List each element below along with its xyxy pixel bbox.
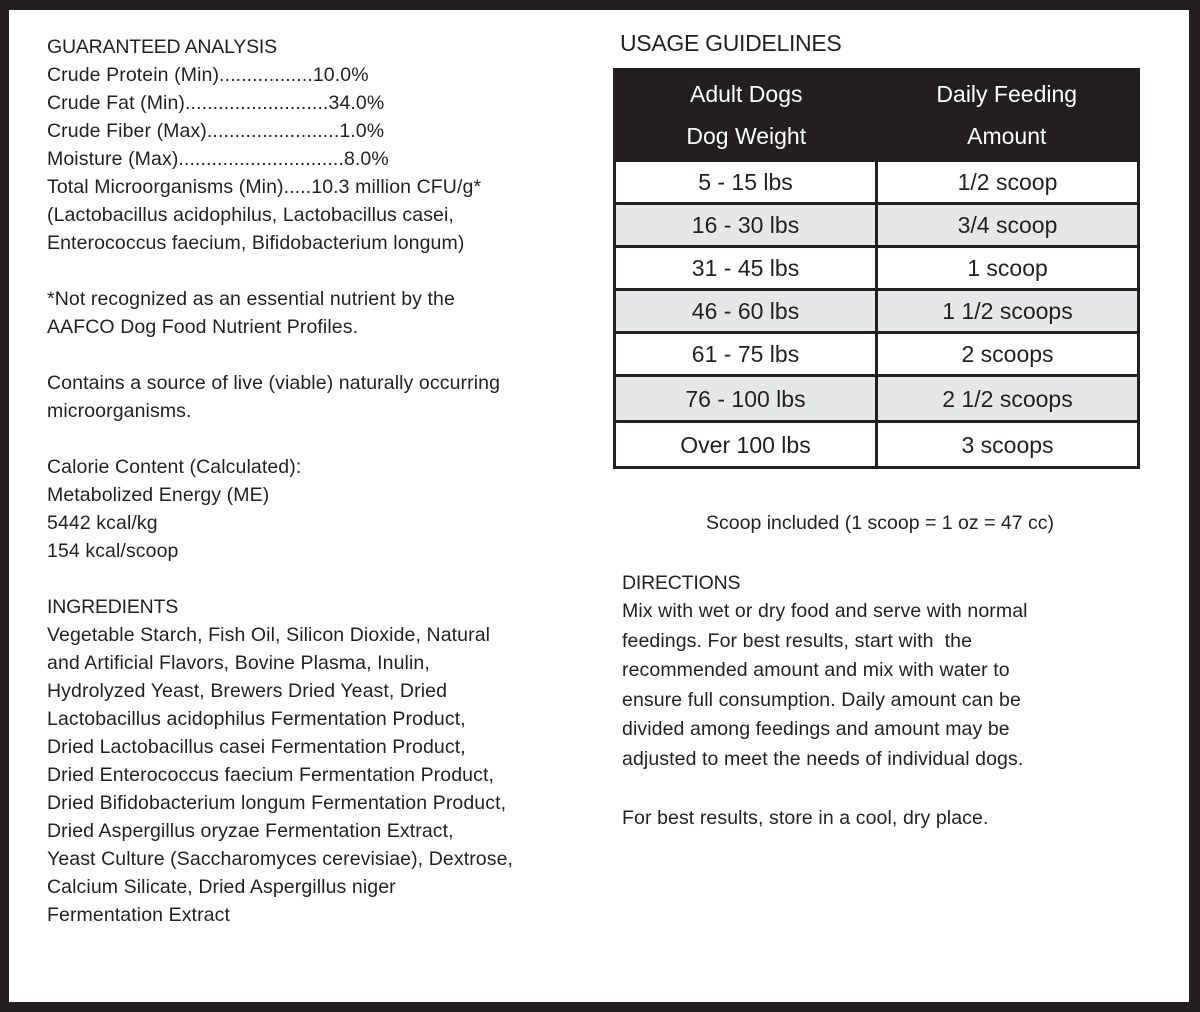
amount-cell: 1 1/2 scoops bbox=[877, 290, 1139, 333]
amount-cell: 1 scoop bbox=[877, 247, 1139, 290]
directions bbox=[622, 569, 1162, 833]
footnote bbox=[47, 285, 607, 341]
analysis-value: 10.3 million CFU/g* bbox=[311, 176, 482, 198]
header-line: Daily Feeding bbox=[936, 81, 1078, 107]
weight-cell: Over 100 lbs bbox=[615, 422, 877, 468]
analysis-dots: .............................. bbox=[178, 148, 344, 170]
ingredients-line: Calcium Silicate, Dried Aspergillus niger bbox=[47, 876, 396, 898]
analysis-value: 1.0% bbox=[339, 120, 385, 142]
spacer bbox=[47, 425, 607, 453]
directions-line: divided among feedings and amount may be bbox=[622, 718, 1010, 740]
guaranteed-analysis-title: GUARANTEED ANALYSIS bbox=[47, 36, 277, 58]
analysis-value: 10.0% bbox=[312, 64, 369, 86]
spacer bbox=[47, 565, 607, 593]
analysis-label: Moisture (Max) bbox=[47, 148, 179, 170]
guaranteed-analysis bbox=[47, 33, 607, 257]
amount-cell: 1/2 scoop bbox=[877, 161, 1139, 204]
ingredients-line: Dried Lactobacillus casei Fermentation Product, bbox=[47, 736, 466, 758]
amount-cell: 3/4 scoop bbox=[877, 204, 1139, 247]
calorie-line: 154 kcal/scoop bbox=[47, 540, 179, 562]
analysis-label: Crude Protein (Min) bbox=[47, 64, 220, 86]
directions-line: feedings. For best results, start with the bbox=[622, 629, 973, 652]
footnote-line: *Not recognized as an essential nutrient by the bbox=[47, 288, 455, 310]
table-row bbox=[615, 333, 1139, 376]
analysis-row bbox=[47, 89, 607, 117]
analysis-row bbox=[47, 173, 607, 201]
ingredients-line: Hydrolyzed Yeast, Brewers Dried Yeast, Dried bbox=[47, 680, 448, 702]
live-note-line: Contains a source of live (viable) naturally occurring bbox=[47, 372, 501, 394]
amount-cell: 2 1/2 scoops bbox=[877, 376, 1139, 422]
weight-cell: 5 - 15 lbs bbox=[615, 161, 877, 204]
ingredients-title: INGREDIENTS bbox=[47, 596, 179, 618]
directions-line: recommended amount and mix with water to bbox=[622, 659, 1010, 681]
table-row bbox=[615, 376, 1139, 422]
directions-title: DIRECTIONS bbox=[622, 572, 741, 594]
calorie-line: 5442 kcal/kg bbox=[47, 512, 158, 534]
usage-guidelines-title: USAGE GUIDELINES bbox=[620, 30, 842, 56]
analysis-dots: ..... bbox=[283, 176, 312, 198]
header-line: Dog Weight bbox=[686, 123, 807, 149]
amount-cell: 2 scoops bbox=[877, 333, 1139, 376]
spacer bbox=[47, 257, 607, 285]
footnote-line: AAFCO Dog Food Nutrient Profiles. bbox=[47, 316, 359, 338]
weight-cell: 16 - 30 lbs bbox=[615, 204, 877, 247]
analysis-value: 8.0% bbox=[343, 148, 389, 170]
analysis-label: Total Microorganisms (Min) bbox=[47, 176, 284, 198]
right-column bbox=[613, 28, 1143, 537]
directions-line: ensure full consumption. Daily amount can be bbox=[622, 688, 1021, 711]
scoop-note: Scoop included (1 scoop = 1 oz = 47 cc) bbox=[706, 512, 1054, 534]
analysis-label: Crude Fat (Min) bbox=[47, 92, 186, 114]
header-dog-weight bbox=[615, 70, 877, 161]
ingredients-line: Lactobacillus acidophilus Fermentation Product, bbox=[47, 708, 466, 730]
directions-line: adjusted to meet the needs of individual dogs. bbox=[622, 747, 1024, 770]
ingredients-line: Dried Aspergillus oryzae Fermentation Extract, bbox=[47, 820, 454, 842]
analysis-row bbox=[47, 61, 607, 89]
spacer bbox=[622, 774, 1162, 804]
table-row bbox=[615, 247, 1139, 290]
live-organisms-note bbox=[47, 369, 607, 425]
table-row bbox=[615, 290, 1139, 333]
ingredients-line: Yeast Culture (Saccharomyces cerevisiae), Dextrose, bbox=[47, 848, 514, 870]
ingredients-line: Dried Enterococcus faecium Fermentation Product, bbox=[47, 764, 494, 786]
analysis-row bbox=[47, 145, 607, 173]
weight-cell: 76 - 100 lbs bbox=[615, 376, 877, 422]
analysis-dots: .......................... bbox=[185, 92, 329, 114]
analysis-row bbox=[47, 117, 607, 145]
header-line: Adult Dogs bbox=[689, 81, 803, 107]
analysis-dots: ................. bbox=[219, 64, 313, 86]
feeding-table bbox=[613, 68, 1140, 469]
storage-note: For best results, store in a cool, dry place. bbox=[622, 806, 989, 829]
live-note-line: microorganisms. bbox=[47, 400, 192, 422]
calorie-line: Calorie Content (Calculated): bbox=[47, 456, 302, 478]
header-daily-amount bbox=[877, 70, 1139, 161]
header-line: Amount bbox=[967, 123, 1047, 149]
left-column bbox=[47, 33, 607, 929]
weight-cell: 61 - 75 lbs bbox=[615, 333, 877, 376]
weight-cell: 46 - 60 lbs bbox=[615, 290, 877, 333]
analysis-value: 34.0% bbox=[328, 92, 385, 114]
analysis-label: Crude Fiber (Max) bbox=[47, 120, 207, 142]
calorie-line: Metabolized Energy (ME) bbox=[47, 484, 270, 506]
analysis-dots: ........................ bbox=[206, 120, 340, 142]
table-row bbox=[615, 204, 1139, 247]
organisms-line: Enterococcus faecium, Bifidobacterium longum) bbox=[47, 232, 465, 254]
feeding-table-header bbox=[615, 70, 1139, 161]
ingredients bbox=[47, 593, 607, 929]
ingredients-line: and Artificial Flavors, Bovine Plasma, Inulin, bbox=[47, 652, 430, 674]
organisms-line: (Lactobacillus acidophilus, Lactobacillus casei, bbox=[47, 204, 454, 226]
amount-cell: 3 scoops bbox=[877, 422, 1139, 468]
weight-cell: 31 - 45 lbs bbox=[615, 247, 877, 290]
ingredients-line: Fermentation Extract bbox=[47, 904, 230, 926]
table-row bbox=[615, 161, 1139, 204]
calorie-content bbox=[47, 453, 607, 565]
ingredients-line: Dried Bifidobacterium longum Fermentation Product, bbox=[47, 792, 507, 814]
directions-line: Mix with wet or dry food and serve with normal bbox=[622, 600, 1028, 622]
table-row bbox=[615, 422, 1139, 468]
spacer bbox=[47, 341, 607, 369]
ingredients-line: Vegetable Starch, Fish Oil, Silicon Dioxide, Natural bbox=[47, 624, 491, 646]
